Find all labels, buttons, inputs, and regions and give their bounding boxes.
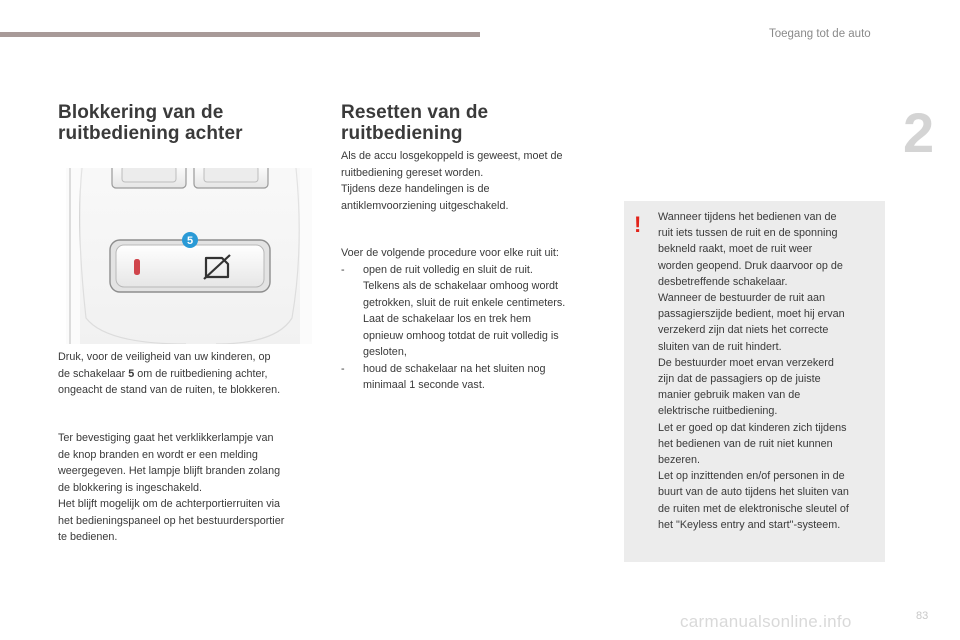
window-switch-illustration	[66, 168, 312, 344]
text-line: zijn dat de passagiers op de juiste	[658, 373, 821, 386]
text-line: verzekerd zijn dat niets het correcte	[658, 324, 829, 337]
middle-heading-line2: ruitbediening	[341, 123, 463, 144]
left-heading-line2: ruitbediening achter	[58, 123, 243, 144]
text-line: het bedieningspaneel op het bestuurdersportier	[58, 514, 285, 527]
header-bar	[0, 32, 480, 37]
text-line: het "Keyless entry and start"-systeem.	[658, 518, 841, 531]
text-line: Telkens als de schakelaar omhoog wordt	[363, 280, 559, 292]
text-line: getrokken, sluit de ruit enkele centimeters.	[363, 296, 566, 309]
text-line: open de ruit volledig en sluit de ruit.	[363, 263, 533, 276]
text-line: De bestuurder moet ervan verzekerd	[658, 356, 834, 369]
text-line	[58, 366, 328, 383]
callout-badge-label: 5	[186, 235, 194, 247]
text-line: ruitbediening gereset worden.	[341, 166, 484, 179]
text-line: te bedienen.	[58, 531, 118, 543]
text-line: manier gebruik maken van de	[658, 389, 801, 402]
text-line: Wanneer de bestuurder de ruit aan	[658, 292, 826, 305]
text-fragment: de schakelaar	[58, 367, 129, 380]
text-line: het bedienen van de ruit niet kunnen	[658, 437, 833, 450]
text-line: Tijdens deze handelingen is de	[341, 183, 490, 195]
chapter-number: 2	[903, 101, 935, 164]
indicator-lamp	[134, 259, 140, 275]
text-line: antiklemvoorziening uitgeschakeld.	[341, 199, 509, 212]
text-line: ongeacht de stand van de ruiten, te blokkeren.	[58, 384, 281, 396]
text-line: Let op inzittenden en/of personen in de	[658, 470, 845, 483]
warning-text	[658, 209, 880, 533]
text-line: Let er goed op dat kinderen zich tijdens	[658, 421, 847, 434]
text-line: de knop branden en wordt er een melding	[58, 448, 258, 461]
procedure-step-1	[341, 262, 611, 279]
procedure-intro: Voer de volgende procedure voor elke ruit uit:	[341, 247, 559, 259]
text-fragment: om de ruitbediening achter,	[134, 367, 268, 380]
text-line: opnieuw omhoog totdat de ruit volledig is	[363, 329, 559, 342]
text-line: Wanneer tijdens het bedienen van de	[658, 211, 837, 223]
text-line: Druk, voor de veiligheid van uw kinderen, op	[58, 351, 271, 363]
text-line: ruit iets tussen de ruit en de sponning	[658, 227, 838, 240]
warning-icon: !	[634, 212, 642, 237]
left-paragraph-2	[58, 430, 328, 546]
text-line: bezeren.	[658, 454, 701, 467]
warning-box	[624, 201, 885, 562]
text-line: Ter bevestiging gaat het verklikkerlampje van	[58, 432, 274, 444]
text-line: worden geopend. Druk daarvoor op de	[658, 259, 843, 272]
text-line: de blokkering is ingeschakeld.	[58, 481, 203, 494]
text-line: sluiten van de ruit hindert.	[658, 340, 782, 353]
text-line: elektrische ruitbediening.	[658, 405, 778, 418]
text-line: houd de schakelaar na het sluiten nog	[363, 362, 546, 375]
watermark: carmanualsonline.info	[680, 612, 852, 631]
text-line: desbetreffende schakelaar.	[658, 275, 788, 288]
text-line: Het blijft mogelijk om de achterportierruiten via	[58, 498, 281, 510]
section-title: Toegang tot de auto	[769, 28, 871, 40]
text-line: passagierszijde bedient, moet hij ervan	[658, 308, 845, 321]
text-line: bekneld raakt, moet de ruit weer	[658, 243, 813, 256]
middle-intro	[341, 148, 611, 214]
text-line: minimaal 1 seconde vast.	[363, 379, 485, 391]
bullet-dash: -	[341, 362, 345, 375]
bullet-dash: -	[341, 263, 345, 276]
text-line: gesloten,	[363, 346, 407, 358]
middle-heading-line1: Resetten van de	[341, 102, 489, 123]
left-heading-line1: Blokkering van de	[58, 102, 224, 123]
procedure	[341, 245, 611, 394]
text-line: Als de accu losgekoppeld is geweest, moet de	[341, 150, 563, 162]
switch-panel-drawing	[66, 168, 312, 344]
left-heading	[58, 102, 243, 144]
page-number: 83	[916, 610, 929, 622]
text-line: buurt van de auto tijdens het sluiten van	[658, 486, 849, 499]
text-line: weergegeven. Het lampje blijft branden zolang	[58, 465, 281, 477]
procedure-step-2	[341, 361, 611, 378]
left-paragraph-1	[58, 349, 328, 399]
switch-number: 5	[128, 367, 135, 380]
text-line: de ruiten met de elektronische sleutel of	[658, 502, 849, 515]
middle-heading	[341, 102, 488, 144]
text-line: Laat de schakelaar los en trek hem	[363, 313, 532, 325]
